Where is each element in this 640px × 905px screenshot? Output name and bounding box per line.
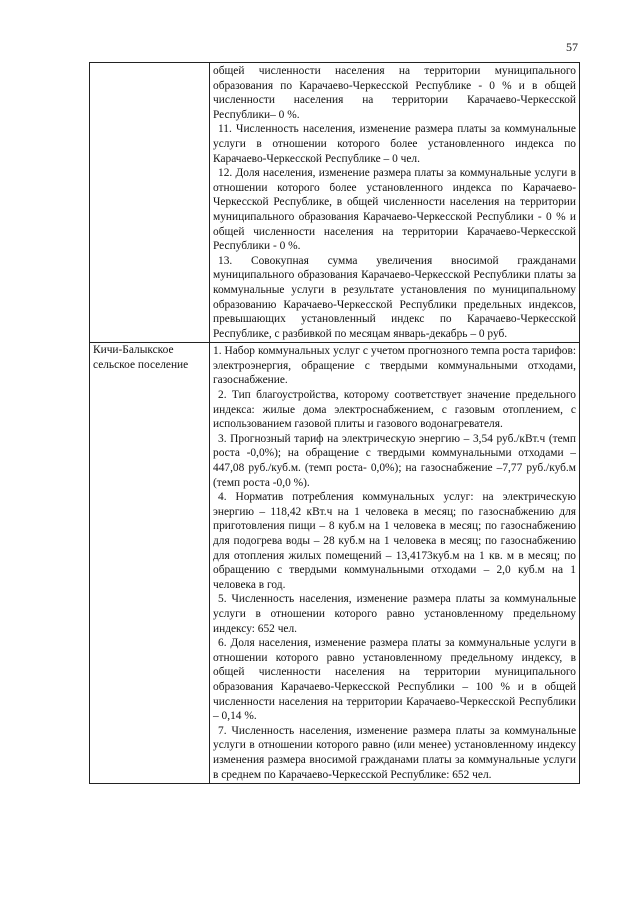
indicator-cell: [210, 343, 580, 784]
indicator-paragraph: 5. Численность населения, изменение размера платы за коммунальные услуги в отношении которого равно установленному предельному индексу: 652 чел.: [213, 593, 576, 635]
document-table: [89, 62, 580, 784]
municipality-cell: Кичи-Балыкское сельское поселение: [90, 343, 210, 784]
table-row: [90, 63, 580, 343]
table-row: [90, 343, 580, 784]
indicator-paragraph: 7. Численность населения, изменение размера платы за коммунальные услуги в отношении которого равно (или менее) установленному индексу изменения размера вносимой гражданами платы за коммунальные услуги в среднем по Карачаево-Черкесской Республике: 652 чел.: [213, 724, 576, 781]
indicator-paragraph: 2. Тип благоустройства, которому соответствует значение предельного индекса: жилые дома электроснабжением, с газовым отоплением, с использованием газовой плиты и газового водонагревателя.: [213, 389, 576, 431]
indicator-paragraph: 4. Норматив потребления коммунальных услуг: на электрическую энергию – 118,42 кВт.ч на 1 человека в месяц; по газоснабжению для приготовления пищи – 8 куб.м на 1 человека в месяц; по газоснабжению для подогрева воды – 28 куб.м на 1 человека в месяц; по газоснабжению для отопления жилых помещений – 13,4173куб.м на 1 кв. м в месяц; по обращению с твердыми коммунальными отходами – 2,0 куб.м на 1 человека в год.: [213, 491, 576, 591]
indicator-paragraph: 12. Доля населения, изменение размера платы за коммунальные услуги в отношении которого более установленного индекса по Карачаево-Черкесской Республике, в общей численности населения на территории муниципального образования Карачаево-Черкесской Республики - 0 % и общей численности населения на территории Карачаево-Черкесской Республики - 0 %.: [213, 167, 576, 253]
indicator-cell: [210, 63, 580, 343]
indicator-paragraph: 6. Доля населения, изменение размера платы за коммунальные услуги в отношении которого равно установленному предельному индексу, в общей численности населения на территории муниципального образования Карачаево-Черкесской Республики – 100 % и в общей численности населения на территории Карачаево-Черкесской Республики – 0,14 %.: [213, 637, 576, 723]
indicator-paragraph: 1. Набор коммунальных услуг с учетом прогнозного темпа роста тарифов: электроэнергия, обращение с твердыми коммунальными отходами, газоснабжение.: [213, 345, 576, 387]
indicator-paragraph: 11. Численность населения, изменение размера платы за коммунальные услуги в отношении которого более установленного индекса по Карачаево-Черкесской Республике – 0 чел.: [213, 123, 576, 165]
municipality-cell: [90, 63, 210, 343]
indicator-paragraph: 13. Совокупная сумма увеличения вносимой гражданами муниципального образования Карачаево-Черкесской Республики платы за коммунальные услуги в результате установления по муниципальному образованию Карачаево-Черкесской Республики предельных индексов, превышающих установленный индекс по Карачаево-Черкесской Республике, с разбивкой по месяцам январь-декабрь – 0 руб.: [213, 254, 576, 340]
indicator-paragraph: общей численности населения на территории муниципального образования по Карачаево-Черкесской Республике - 0 % и в общей численности населения на территории Карачаево-Черкесской Республики– 0 %.: [213, 65, 576, 121]
page-number: 57: [566, 40, 578, 54]
indicator-paragraph: 3. Прогнозный тариф на электрическую энергию – 3,54 руб./кВт.ч (темп роста -0,0%); на обращение с твердыми коммунальными отходами – 447,08 руб./куб.м. (темп роста- 0,0%); на газоснабжение –7,77 руб./куб.м (темп роста -0,0 %).: [213, 432, 576, 489]
